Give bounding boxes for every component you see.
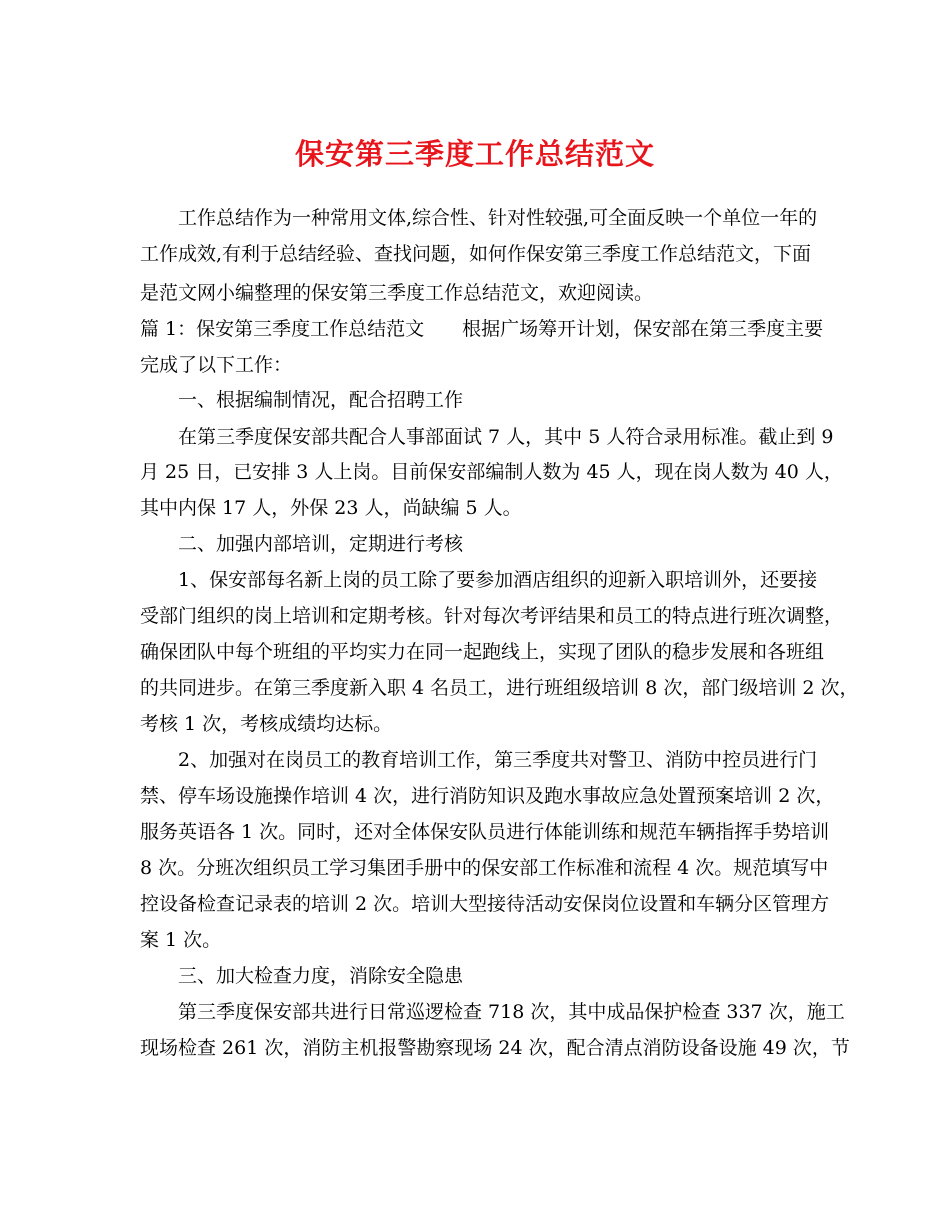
paragraph-line: 案 1 次。 (140, 929, 222, 951)
paragraph-line: 考核 1 次，考核成绩均达标。 (140, 713, 393, 735)
paragraph-line: 完成了以下工作： (140, 354, 293, 376)
paragraph-line: 服务英语各 1 次。同时，还对全体保安队员进行体能训练和规范车辆指挥手势培训 (140, 821, 830, 843)
paragraph-line: 在第三季度保安部共配合人事部面试 7 人，其中 5 人符合录用标准。截止到 9 (178, 426, 834, 448)
paragraph-line: 其中内保 17 人，外保 23 人，尚缺编 5 人。 (140, 497, 522, 519)
section-heading: 二、加强内部培训，定期进行考核 (178, 533, 464, 555)
paragraph-line: 第三季度保安部共进行日常巡逻检查 718 次，其中成品保护检查 337 次，施工 (178, 1001, 845, 1023)
paragraph-line: 2、加强对在岗员工的教育培训工作，第三季度共对警卫、消防中控员进行门 (178, 749, 818, 771)
paragraph-line: 8 次。分班次组织员工学习集团手册中的保安部工作标准和流程 4 次。规范填写中 (140, 857, 829, 879)
paragraph-line: 控设备检查记录表的培训 2 次。培训大型接待活动安保岗位设置和车辆分区管理方 (140, 893, 830, 915)
paragraph-line: 受部门组织的岗上培训和定期考核。针对每次考评结果和员工的特点进行班次调整， (140, 605, 844, 627)
paragraph-line: 工作总结作为一种常用文体,综合性、针对性较强,可全面反映一个单位一年的 (178, 207, 818, 229)
paragraph-line: 1、保安部每名新上岗的员工除了要参加酒店组织的迎新入职培训外，还要接 (178, 569, 818, 591)
paragraph-line: 是范文网小编整理的保安第三季度工作总结范文，欢迎阅读。 (140, 282, 654, 304)
paragraph-line: 现场检查 261 次，消防主机报警勘察现场 24 次，配合清点消防设备设施 49 次，节 (140, 1037, 850, 1059)
paragraph-line: 确保团队中每个班组的平均实力在同一起跑线上，实现了团队的稳步发展和各班组 (140, 641, 825, 663)
paragraph-line: 的共同进步。在第三季度新入职 4 名员工，进行班组级培训 8 次，部门级培训 2 次， (140, 677, 859, 699)
paragraph-line: 禁、停车场设施操作培训 4 次，进行消防知识及跑水事故应急处置预案培训 2 次， (140, 785, 835, 807)
paragraph-line: 篇 1：保安第三季度工作总结范文 根据广场筹开计划，保安部在第三季度主要 (140, 318, 824, 340)
section-heading: 一、根据编制情况，配合招聘工作 (178, 389, 464, 411)
document-title: 保安第三季度工作总结范文 (294, 137, 655, 171)
paragraph-line: 工作成效,有利于总结经验、查找问题，如何作保安第三季度工作总结范文，下面 (140, 243, 812, 265)
paragraph-line: 月 25 日，已安排 3 人上岗。目前保安部编制人数为 45 人，现在岗人数为 40 人， (140, 461, 843, 483)
section-heading: 三、加大检查力度，消除安全隐患 (178, 965, 464, 987)
